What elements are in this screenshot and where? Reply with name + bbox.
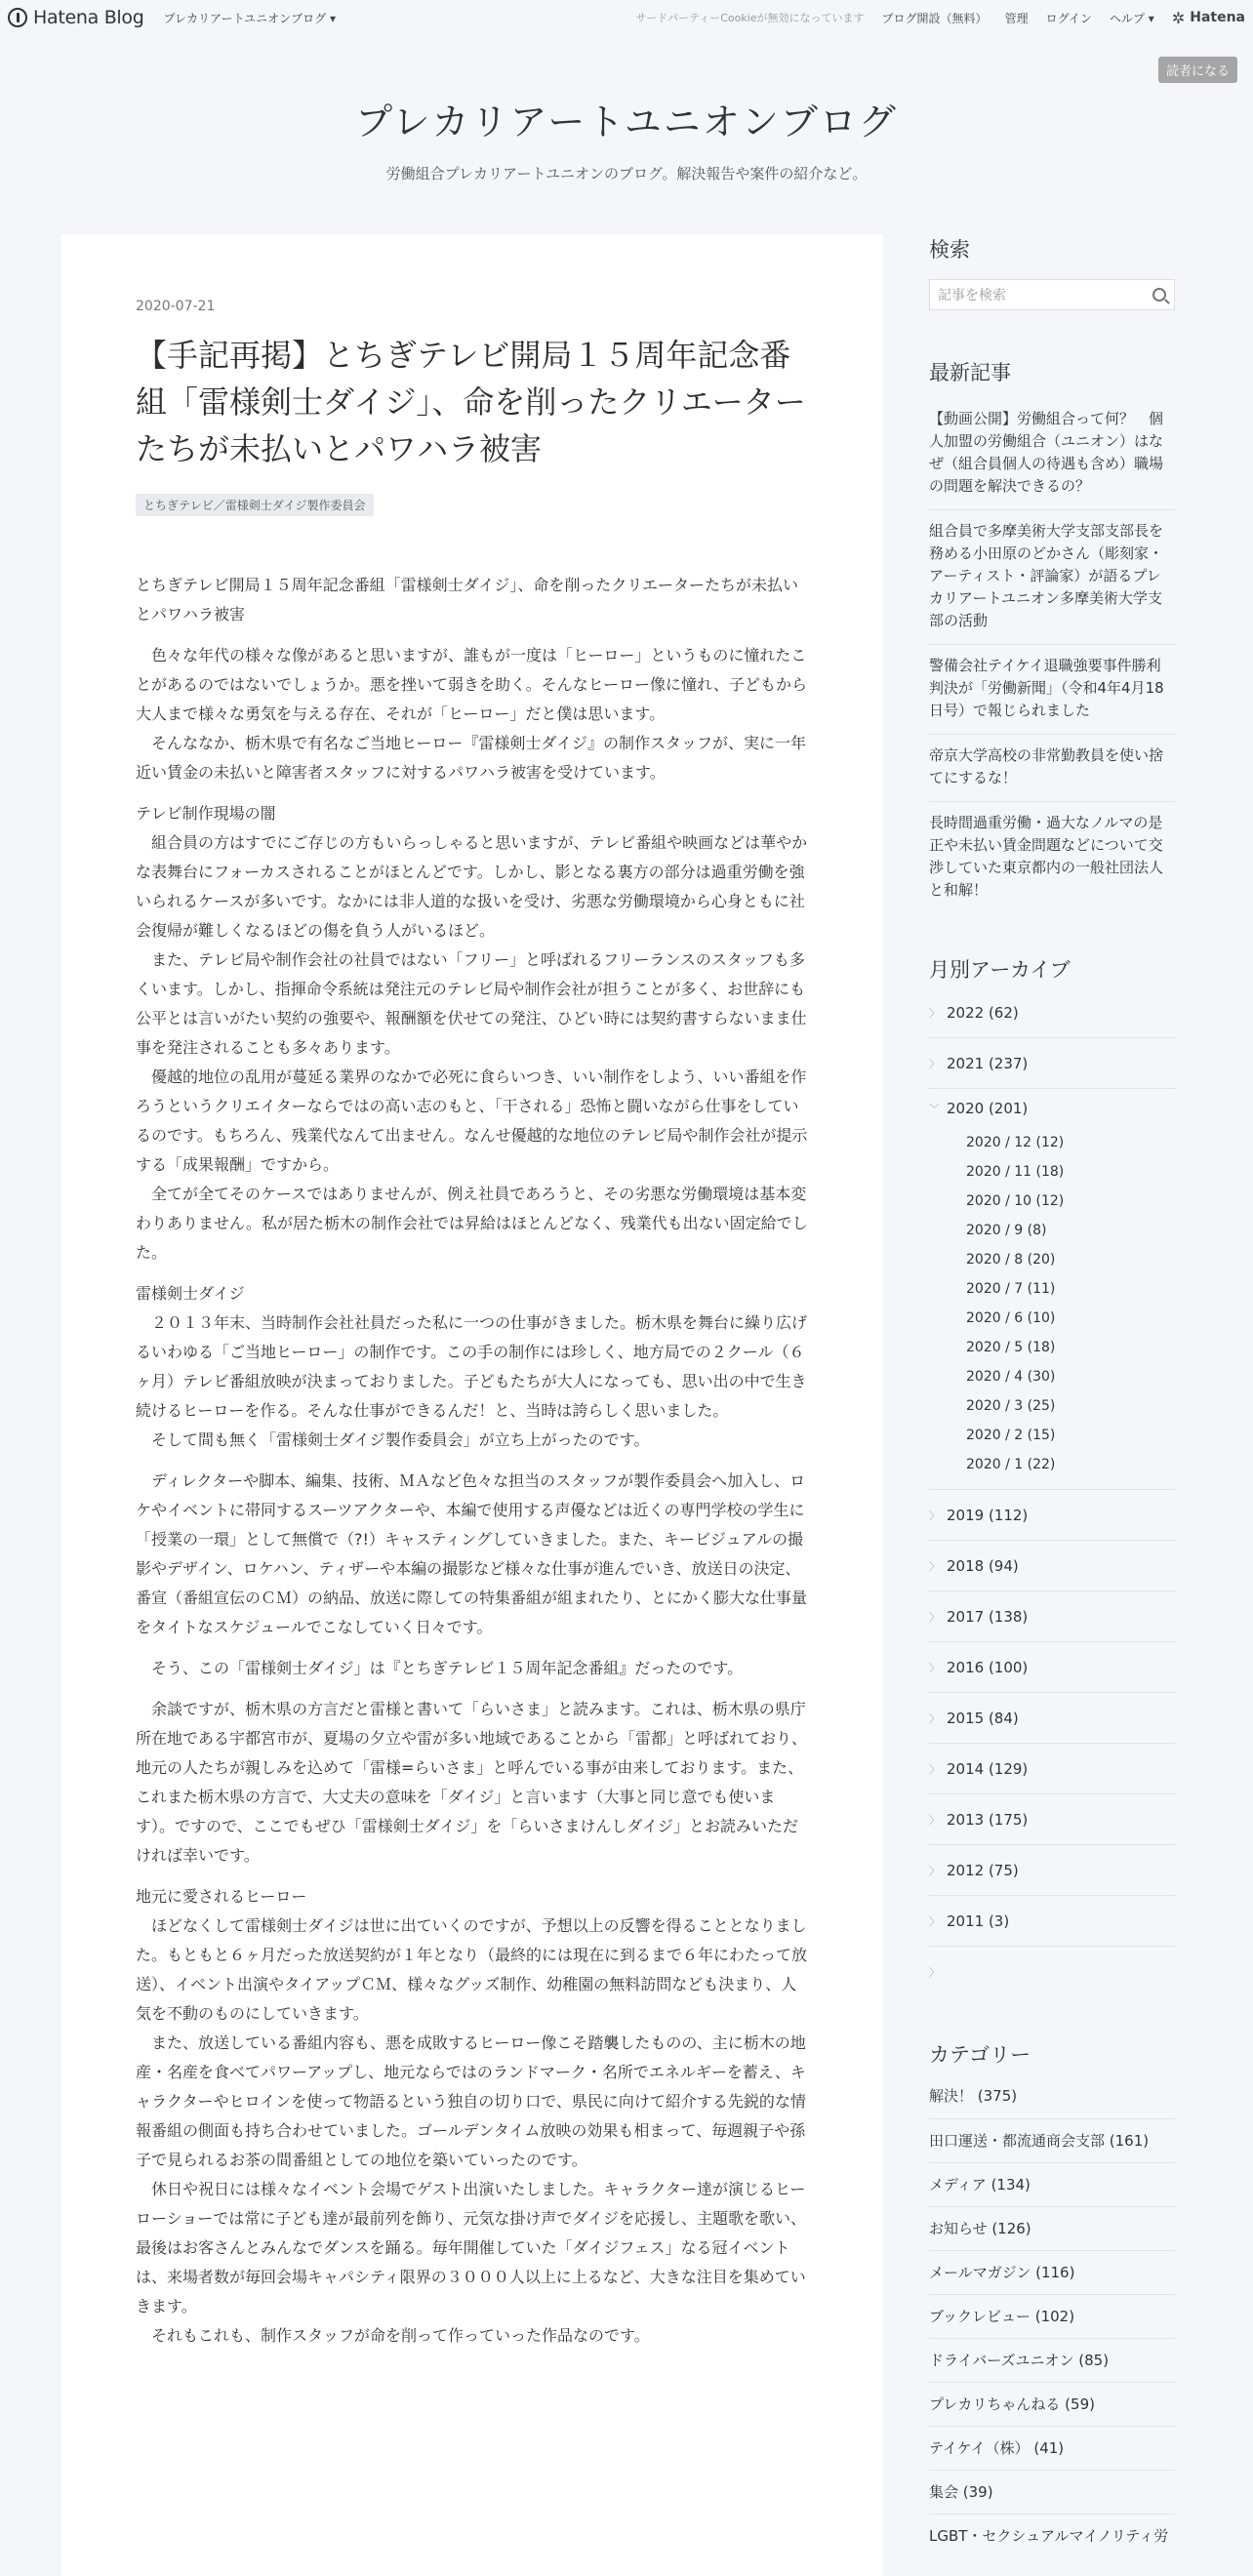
archive-year-link[interactable] [929, 1490, 1175, 1540]
archive-year-link[interactable] [929, 1642, 1175, 1692]
archive-title: 月別アーカイブ [929, 958, 1071, 982]
chevron-right-icon[interactable]: 〉 [929, 1813, 940, 1827]
archive-year-link[interactable] [929, 1038, 1175, 1088]
archive-year-label: 2019 (112) [947, 1506, 1029, 1524]
archive-month-link[interactable]: 2020 / 9 (8) [966, 1223, 1047, 1238]
archive-module [929, 954, 1191, 1996]
category-link[interactable]: ドライバーズユニオン (85) [929, 2338, 1175, 2382]
hatena-star-icon: ✲ [1171, 8, 1186, 27]
archive-year-label: 2018 (94) [947, 1556, 1019, 1575]
entry-paragraph: 余談ですが、栃木県の方言だと雷様と書いて「らいさま」と読みます。これは、栃木県の県庁所在地である宇都宮市が、夏場の夕立や雷が多い地域であることから「雷都」と呼ばれており、地元の人たちが親しみを込めて「雷様=らいさま」と呼んでいる事が由来しております。また、これまた栃木県の方言で、大丈夫の意味を「ダイジ」と言います（大事と同じ意でも使います）。ですので、ここでもぜひ「雷様剣士ダイジ」を「らいさまけんしダイジ」とお読みいただければ幸いです。 [136, 1700, 808, 1865]
archive-month-link[interactable]: 2020 / 6 (10) [966, 1310, 1056, 1326]
entry-paragraph: ほどなくして雷様剣士ダイジは世に出ていくのですが、予想以上の反響を得ることとなりました。もともと６ヶ月だった放送契約が１年となり（最終的には現在に到るまで６年にわたって放送）、イベント出演やタイアップＣＭ、様々なグッズ制作、幼稚園の無料訪問なども決まり、人気を不動のものにしていきます。 [136, 1916, 808, 2023]
search-title: 検索 [929, 238, 970, 262]
entry-title[interactable]: 【手記再掲】とちぎテレビ開局１５周年記念番組「雷様剣士ダイジ」、命を削ったクリエーターたちが未払いとパワハラ被害 [136, 337, 806, 467]
category-link[interactable]: プレカリちゃんねる (59) [929, 2382, 1175, 2426]
archive-year-link[interactable] [929, 1947, 1175, 1996]
archive-year [929, 1641, 1175, 1692]
archive-year-label: 2014 (129) [947, 1759, 1029, 1778]
entry-category[interactable]: とちぎテレビ／雷様剣士ダイジ製作委員会 [136, 494, 374, 516]
global-header-right [635, 9, 1245, 27]
archive-year [929, 1037, 1175, 1088]
archive-list [929, 987, 1175, 1996]
entry-paragraph: 色々な年代の様々な像があると思いますが、誰もが一度は「ヒーロー」というものに憧れたことがあるのではないでしょうか。悪を挫いて弱きを助く。そんなヒーロー像に憧れ、子どもから大人まで様々な勇気を与える存在、それが「ヒーロー」だと僕は思います。 [136, 646, 808, 723]
archive-year-link[interactable] [929, 1591, 1175, 1641]
search-placeholder: 記事を検索 [938, 288, 1006, 303]
chevron-right-icon[interactable]: 〉 [929, 1864, 940, 1877]
archive-year-label: 2022 (62) [947, 1003, 1019, 1022]
logo-text: Hatena Blog [33, 7, 144, 28]
archive-year-link[interactable] [929, 1845, 1175, 1895]
admin-link[interactable]: 管理 [1004, 11, 1029, 25]
global-header [0, 0, 1253, 35]
archive-year-link[interactable] [929, 1693, 1175, 1743]
archive-month-link[interactable]: 2020 / 7 (11) [966, 1281, 1056, 1297]
hatena-blog-logo-icon [8, 8, 27, 27]
subscribe-button[interactable]: 読者になる [1158, 57, 1237, 83]
archive-month-link[interactable]: 2020 / 3 (25) [966, 1398, 1056, 1414]
blog-title[interactable]: プレカリアートユニオンブログ [355, 101, 898, 143]
archive-year [929, 1489, 1175, 1540]
category-link[interactable]: メールマガジン (116) [929, 2250, 1175, 2294]
open-blog-link[interactable]: ブログ開設（無料） [881, 11, 988, 25]
recent-entry-link[interactable]: 長時間過重労働・過大なノルマの是正や未払い賃金問題などについて交渉していた東京都内の一般社団法人と和解！ [929, 801, 1175, 913]
archive-year-link[interactable] [929, 1794, 1175, 1844]
entry-paragraph: また、テレビ局や制作会社の社員ではない「フリー」と呼ばれるフリーランスのスタッフも多くいます。しかし、指揮命令系統は発注元のテレビ局や制作会社が担うことが多く、お世辞にも公平とは言いがたい契約の強要や、報酬額を伏せての発注、ひどい時には契約書すらないまま仕事を発注されることも多々あります。 [136, 950, 807, 1057]
archive-month-link[interactable]: 2020 / 12 (12) [966, 1135, 1065, 1150]
help-menu[interactable]: ヘルプ ▾ [1109, 11, 1154, 25]
chevron-right-icon[interactable]: 〉 [929, 1965, 940, 1979]
archive-year-link[interactable] [929, 1744, 1175, 1793]
archive-year [929, 1590, 1175, 1641]
search-module [929, 234, 1191, 310]
chevron-right-icon[interactable]: 〉 [929, 1057, 940, 1070]
hatena-blog-logo[interactable] [8, 7, 144, 28]
category-link[interactable]: 解決！ (375) [929, 2087, 1018, 2105]
cookie-notice[interactable]: サードパーティーCookieが無効になっています [635, 12, 865, 24]
archive-year [929, 1540, 1175, 1590]
chevron-right-icon[interactable]: 〉 [929, 1509, 940, 1522]
archive-year [929, 1088, 1175, 1489]
chevron-down-icon[interactable]: ﹀ [929, 1103, 940, 1115]
recent-entry-link[interactable]: 帝京大学高校の非常勤教員を使い捨てにするな！ [929, 734, 1175, 801]
entry-paragraph: 全てが全てそのケースではありませんが、例え社員であろうと、その劣悪な労働環境は基本変わりありません。私が居た栃木の制作会社では昇給はほとんどなく、残業代も出ない固定給でした。 [136, 1185, 808, 1262]
archive-month-link[interactable]: 2020 / 8 (20) [966, 1252, 1056, 1268]
entry-paragraph: ディレクターや脚本、編集、技術、ＭＡなど色々な担当のスタッフが製作委員会へ加入し、ロケやイベントに帯同するスーツアクターや、本編で使用する声優などは近くの専門学校の学生に「授業の一環」として無償で（?!）キャスティングしていきました。また、キービジュアルの撮影やデザイン、ロケハン、ティザーや本編の撮影など様々な仕事が進んでいき、放送日の決定、番宣（番組宣伝のＣＭ）の納品、放送に際しての特集番組が組まれたり、とにかく膨大な仕事量をタイトなスケジュールでこなしていく日々です。 [136, 1471, 808, 1636]
entry-paragraph: そう、この「雷様剣士ダイジ」は『とちぎテレビ１５周年記念番組』だったのです。 [151, 1659, 744, 1677]
archive-year-label: 2011 (3) [947, 1912, 1010, 1930]
archive-month-link[interactable]: 2020 / 10 (12) [966, 1193, 1065, 1209]
archive-month-link[interactable]: 2020 / 11 (18) [966, 1164, 1065, 1180]
entry-paragraph: ２０１３年末、当時制作会社社員だった私に一つの仕事がきました。栃木県を舞台に繰り広げるいわゆる「ご当地ヒーロー」の制作です。この手の制作には珍しく、地方局での２クール（６ヶ月）テレビ番組放映が決まっておりました。子どもたちが大人になっても、思い出の中で生き続けるヒーローを作る。そんな仕事ができるんだ！と、当時は誇らしく思いました。 [136, 1313, 808, 1420]
category-link[interactable]: テイケイ（株） (41) [929, 2426, 1175, 2470]
entry-paragraph: 休日や祝日には様々なイベント会場でゲスト出演いたしました。キャラクター達が演じるヒーローショーでは常に子ども達が最前列を飾り、元気な掛け声でダイジを応援し、主題歌を歌い、最後はお客さんとみんなでダンスを踊る。毎年開催していた「ダイジフェス」なる冠イベントは、来場者数が毎回会場キャパシティ限界の３０００人以上に上るなど、大きな注目を集めていきます。 [136, 2180, 807, 2315]
entry-heading: 地元に愛されるヒーロー [136, 1887, 307, 1906]
category-title: カテゴリー [929, 2043, 1031, 2067]
recent-entry-link[interactable]: 警備会社テイケイ退職強要事件勝利判決が「労働新聞」（令和4年4月18日号）で報じられました [929, 644, 1175, 734]
entry-heading: テレビ制作現場の闇 [136, 804, 276, 823]
category-link[interactable]: LGBT・セクシュアルマイノリティ労 [929, 2514, 1175, 2557]
category-link[interactable]: 田口運送・都流通商会支部 (161) [929, 2118, 1175, 2162]
archive-year-link[interactable] [929, 987, 1175, 1037]
entry-body [136, 571, 810, 2351]
category-link[interactable]: お知らせ (126) [929, 2206, 1175, 2250]
archive-year-link[interactable] [929, 1541, 1175, 1590]
recent-module [929, 357, 1191, 913]
chevron-right-icon[interactable]: 〉 [929, 1610, 940, 1624]
entry-paragraph: それもこれも、制作スタッフが命を削って作っていった作品なのです。 [151, 2326, 650, 2345]
archive-year [929, 1793, 1175, 1844]
archive-year [929, 1895, 1175, 1946]
search-icon[interactable] [1152, 288, 1166, 302]
category-list [929, 2074, 1175, 2557]
entry-paragraph: そんななか、栃木県で有名なご当地ヒーロー『雷様剣士ダイジ』の制作スタッフが、実に一年近い賃金の未払いと障害者スタッフに対するパワハラ被害を受けています。 [136, 734, 807, 782]
entry-lead: とちぎテレビ開局１５周年記念番組「雷様剣士ダイジ」、命を削ったクリエーターたちが未払いとパワハラ被害 [136, 576, 799, 624]
archive-year-link[interactable] [929, 1089, 1175, 1128]
recent-entry-link[interactable]: 【動画公開】労働組合って何？ 個人加盟の労働組合（ユニオン）はなぜ（組合員個人の待遇も含め）職場の問題を解決できるの？ [929, 410, 1164, 495]
category-link[interactable]: メディア (134) [929, 2162, 1175, 2206]
chevron-right-icon[interactable]: 〉 [929, 1559, 940, 1573]
category-module [929, 2039, 1191, 2557]
archive-year-label: 2012 (75) [947, 1861, 1019, 1879]
blog-header [0, 35, 1253, 183]
archive-year-label: 2017 (138) [947, 1607, 1029, 1626]
archive-year [929, 1946, 1175, 1996]
archive-month-link[interactable]: 2020 / 4 (30) [966, 1369, 1056, 1385]
chevron-right-icon[interactable]: 〉 [929, 1661, 940, 1674]
entry-paragraph: そして間も無く「雷様剣士ダイジ製作委員会」が立ち上がったのです。 [151, 1430, 650, 1449]
sidebar [929, 234, 1191, 2557]
archive-year [929, 987, 1175, 1037]
chevron-right-icon[interactable]: 〉 [929, 1711, 940, 1725]
archive-year-label: 2015 (84) [947, 1709, 1019, 1727]
category-link[interactable]: 集会 (39) [929, 2470, 1175, 2514]
hatena-label: Hatena [1190, 10, 1245, 25]
archive-year [929, 1692, 1175, 1743]
archive-month-link[interactable]: 2020 / 5 (18) [966, 1340, 1056, 1355]
archive-months [929, 1128, 1175, 1489]
recent-title: 最新記事 [929, 361, 1011, 384]
blog-description: 労働組合プレカリアートユニオンのブログ。解決報告や案件の紹介など。 [385, 165, 868, 182]
category-link[interactable]: ブックレビュー (102) [929, 2294, 1175, 2338]
archive-year-label: 2013 (175) [947, 1810, 1029, 1829]
entry [61, 234, 883, 2576]
archive-year [929, 1743, 1175, 1793]
entry-paragraph: 組合員の方はすでにご存じの方もいらっしゃると思いますが、テレビ番組や映画などは華やかな表舞台にフォーカスされることがほとんどです。しかし、影となる裏方の部分は過重労働を強いられるケースが多いです。なかには非人道的な扱いを受け、劣悪な労働環境から心身ともに社会復帰が難しくなるほどの傷を負う人がいるほど。 [136, 833, 808, 940]
recent-list [929, 408, 1175, 913]
search-input[interactable] [929, 279, 1175, 310]
blog-menu[interactable]: プレカリアートユニオンブログ ▾ [163, 11, 337, 25]
entry-date[interactable]: 2020-07-21 [136, 299, 216, 314]
entry-heading: 雷様剣士ダイジ [136, 1284, 245, 1303]
archive-year-label: 2021 (237) [947, 1054, 1029, 1072]
archive-year-label: 2016 (100) [947, 1658, 1029, 1676]
chevron-right-icon[interactable]: 〉 [929, 1006, 940, 1020]
login-link[interactable]: ログイン [1045, 11, 1092, 25]
archive-year-label: 2020 (201) [947, 1100, 1029, 1117]
chevron-right-icon[interactable]: 〉 [929, 1914, 940, 1928]
archive-month-link[interactable]: 2020 / 2 (15) [966, 1428, 1056, 1443]
chevron-right-icon[interactable]: 〉 [929, 1762, 940, 1776]
entry-paragraph: 優越的地位の乱用が蔓延る業界のなかで必死に食らいつき、いい制作をしよう、いい番組を作ろうというクリエイターならではの高い志のもと、「干される」恐怖と闘いながら仕事をしているのです。もちろん、残業代なんて出ません。なんせ優越的な地位のテレビ局や制作会社が提示する「成果報酬」ですから。 [136, 1067, 808, 1174]
entry-paragraph: また、放送している番組内容も、悪を成敗するヒーロー像こそ踏襲したものの、主に栃木の地産・名産を食べてパワーアップし、地元ならではのランドマーク・名所でエネルギーを蓄え、キャラクターやヒロインを使って物語るという独自の切り口で、県民に向けて紹介する先鋭的な情報番組の側面も持ち合わせていました。ゴールデンタイム放映の効果も相まって、毎週親子や孫子で見られるお茶の間番組としての地位を築いていったのです。 [136, 2033, 806, 2169]
recent-entry-link[interactable]: 組合員で多摩美術大学支部支部長を務める小田原のどかさん（彫刻家・アーティスト・評論家）が語るプレカリアートユニオン多摩美術大学支部の活動 [929, 509, 1175, 644]
hatena-link[interactable] [1172, 9, 1245, 27]
archive-month-link[interactable]: 2020 / 1 (22) [966, 1457, 1056, 1472]
archive-year-link[interactable] [929, 1896, 1175, 1946]
archive-year [929, 1844, 1175, 1895]
